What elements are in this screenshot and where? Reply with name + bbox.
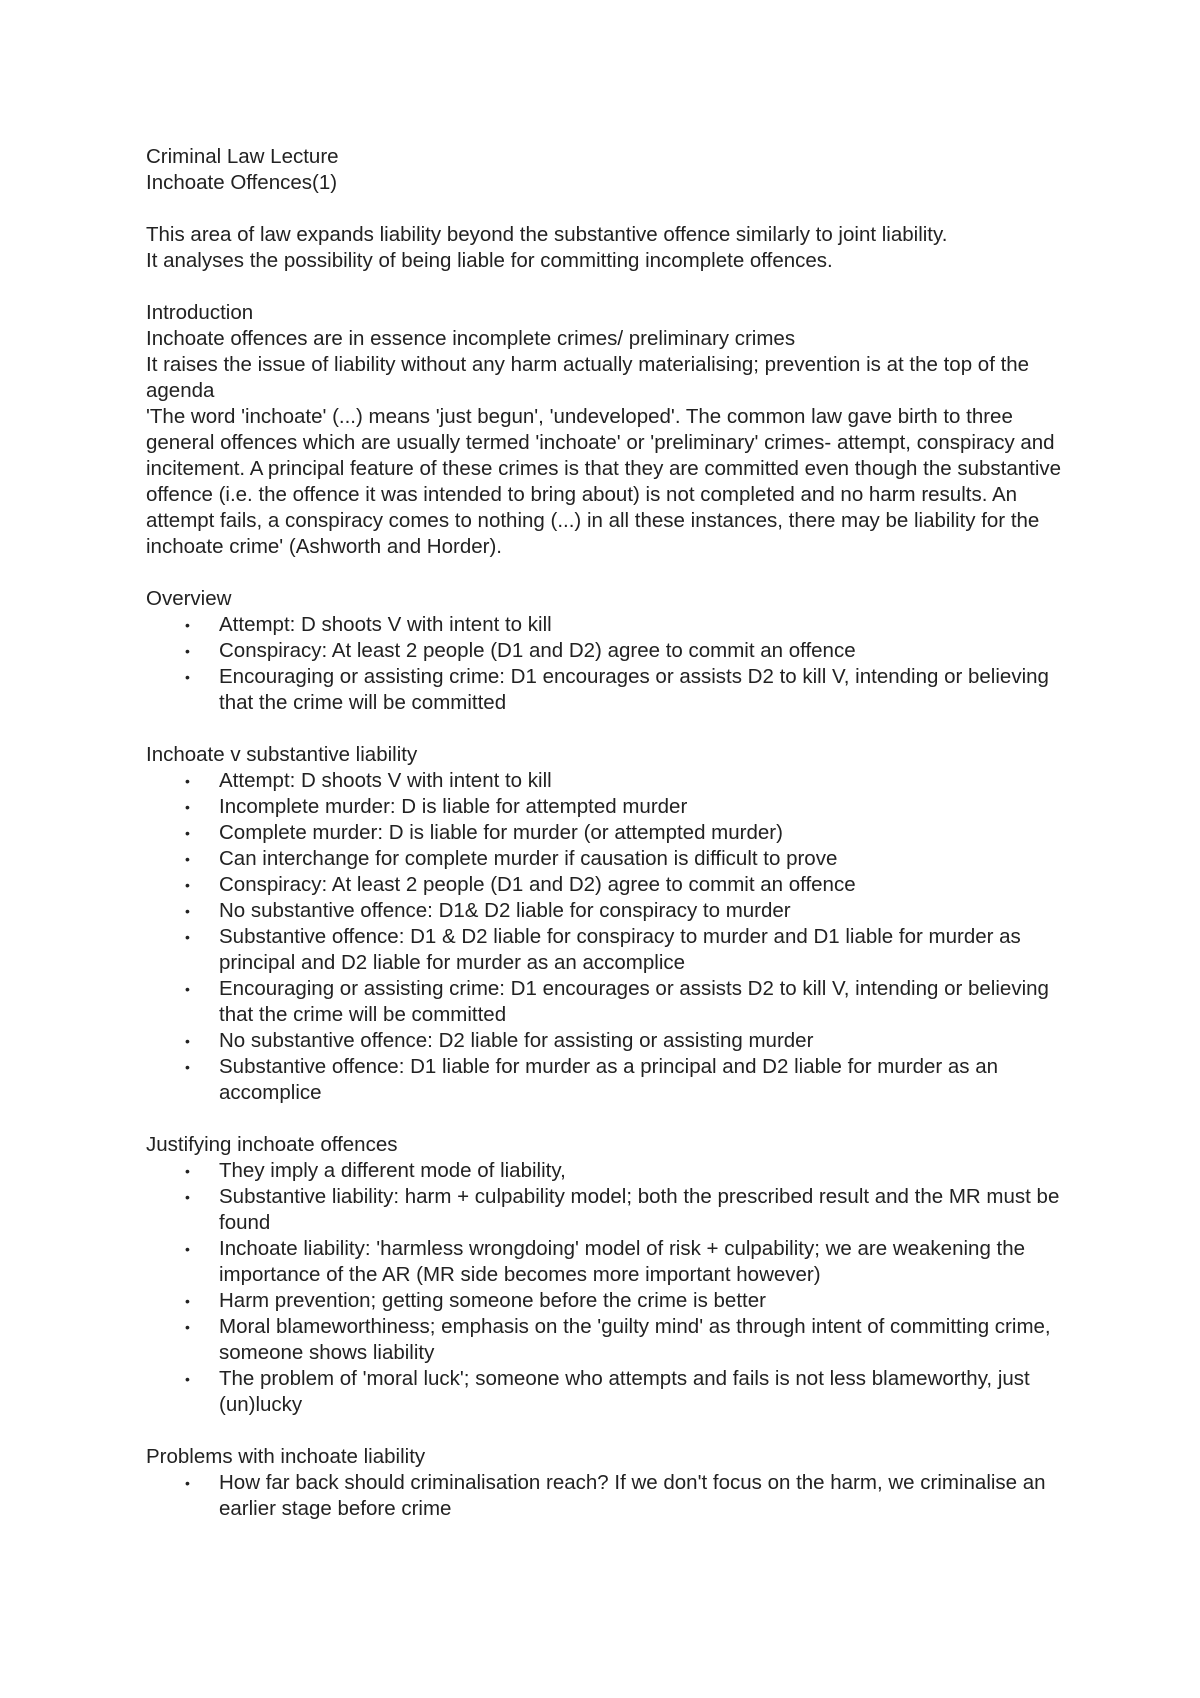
list-item-text: Can interchange for complete murder if causation is difficult to prove [219,847,838,870]
list-item-text: Substantive liability: harm + culpability model; both the prescribed result and the MR must be found [219,1185,1060,1234]
bullet-icon: • [185,643,190,659]
justifying-heading: Justifying inchoate offences [146,1133,398,1156]
list-item-text: They imply a different mode of liability, [219,1159,566,1182]
list-item [146,1366,1076,1418]
list-item-text: How far back should criminalisation reach? If we don't focus on the harm, we criminalise an earlier stage before crime [219,1471,1046,1520]
list-item-text: Encouraging or assisting crime: D1 encourages or assists D2 to kill V, intending or believing that the crime will be committed [219,665,1049,714]
bullet-icon: • [185,1371,190,1387]
list-item-text: Conspiracy: At least 2 people (D1 and D2) agree to commit an offence [219,639,856,662]
introduction-paragraph-2: It raises the issue of liability without any harm actually materialising; prevention is at the top of the agenda [146,353,1030,402]
bullet-icon: • [185,1319,190,1335]
bullet-icon: • [185,1189,190,1205]
bullet-icon: • [185,981,190,997]
list-item-text: Moral blameworthiness; emphasis on the 'guilty mind' as through intent of committing crime, someone shows liability [219,1315,1051,1364]
introduction-line-1: Inchoate offences are in essence incomplete crimes/ preliminary crimes [146,327,796,350]
intro-line-1: This area of law expands liability beyond the substantive offence similarly to joint liability. [146,223,948,246]
spacer [146,196,1076,222]
list-item-text: Attempt: D shoots V with intent to kill [219,613,552,636]
bullet-icon: • [185,929,190,945]
list-item [146,1470,1076,1522]
bullet-icon: • [185,799,190,815]
list-item-text: Substantive offence: D1 liable for murder as a principal and D2 liable for murder as an accomplice [219,1055,999,1104]
bullet-icon: • [185,877,190,893]
overview-heading: Overview [146,587,232,610]
list-item [146,1236,1076,1288]
list-item [146,1054,1076,1106]
document-subtitle: Inchoate Offences(1) [146,171,338,194]
spacer [146,1418,1076,1444]
bullet-icon: • [185,825,190,841]
bullet-icon: • [185,851,190,867]
list-item [146,976,1076,1028]
list-item [146,872,1076,898]
spacer [146,560,1076,586]
bullet-icon: • [185,669,190,685]
introduction-heading: Introduction [146,301,254,324]
list-item-text: Attempt: D shoots V with intent to kill [219,769,552,792]
list-item-text: Substantive offence: D1 & D2 liable for conspiracy to murder and D1 liable for murder as principal and D2 liable for murder as an accomplice [219,925,1021,974]
inchoate-v-substantive-heading: Inchoate v substantive liability [146,743,418,766]
list-item-text: No substantive offence: D1& D2 liable for conspiracy to murder [219,899,791,922]
list-item-text: The problem of 'moral luck'; someone who attempts and fails is not less blameworthy, just (un)lucky [219,1367,1030,1416]
list-item [146,794,1076,820]
list-item [146,638,1076,664]
bullet-icon: • [185,1475,190,1491]
list-item [146,1288,1076,1314]
list-item [146,846,1076,872]
list-item-text: Inchoate liability: 'harmless wrongdoing' model of risk + culpability; we are weakening the importance of the AR (MR side becomes more important however) [219,1237,1026,1286]
bullet-icon: • [185,1033,190,1049]
bullet-icon: • [185,773,190,789]
problems-list [146,1470,1076,1522]
list-item [146,1158,1076,1184]
list-item [146,612,1076,638]
list-item [146,924,1076,976]
list-item [146,768,1076,794]
list-item [146,1184,1076,1236]
inchoate-v-substantive-list [146,768,1076,1106]
document-page [146,144,1076,1522]
list-item-text: No substantive offence: D2 liable for assisting or assisting murder [219,1029,814,1052]
list-item-text: Complete murder: D is liable for murder (or attempted murder) [219,821,783,844]
list-item-text: Harm prevention; getting someone before the crime is better [219,1289,766,1312]
list-item [146,898,1076,924]
list-item [146,1028,1076,1054]
list-item [146,820,1076,846]
spacer [146,1106,1076,1132]
problems-heading: Problems with inchoate liability [146,1445,426,1468]
bullet-icon: • [185,903,190,919]
bullet-icon: • [185,1059,190,1075]
list-item [146,1314,1076,1366]
spacer [146,716,1076,742]
bullet-icon: • [185,1163,190,1179]
overview-list [146,612,1076,716]
list-item-text: Conspiracy: At least 2 people (D1 and D2) agree to commit an offence [219,873,856,896]
spacer [146,274,1076,300]
document-title: Criminal Law Lecture [146,145,339,168]
justifying-list [146,1158,1076,1418]
introduction-quote: 'The word 'inchoate' (...) means 'just begun', 'undeveloped'. The common law gave birth to three general offences which are usually termed 'inchoate' or 'preliminary' crimes- attempt, conspiracy and incitement. A principal feature of these crimes is that they are committed even though the substantive offence (i.e. the offence it was intended to bring about) is not completed and no harm results. An attempt fails, a conspiracy comes to nothing (...) in all these instances, there may be liability for the inchoate crime' (Ashworth and Horder). [146,405,1062,558]
list-item-text: Incomplete murder: D is liable for attempted murder [219,795,688,818]
list-item [146,664,1076,716]
bullet-icon: • [185,617,190,633]
list-item-text: Encouraging or assisting crime: D1 encourages or assists D2 to kill V, intending or believing that the crime will be committed [219,977,1049,1026]
intro-line-2: It analyses the possibility of being liable for committing incomplete offences. [146,249,833,272]
bullet-icon: • [185,1293,190,1309]
bullet-icon: • [185,1241,190,1257]
